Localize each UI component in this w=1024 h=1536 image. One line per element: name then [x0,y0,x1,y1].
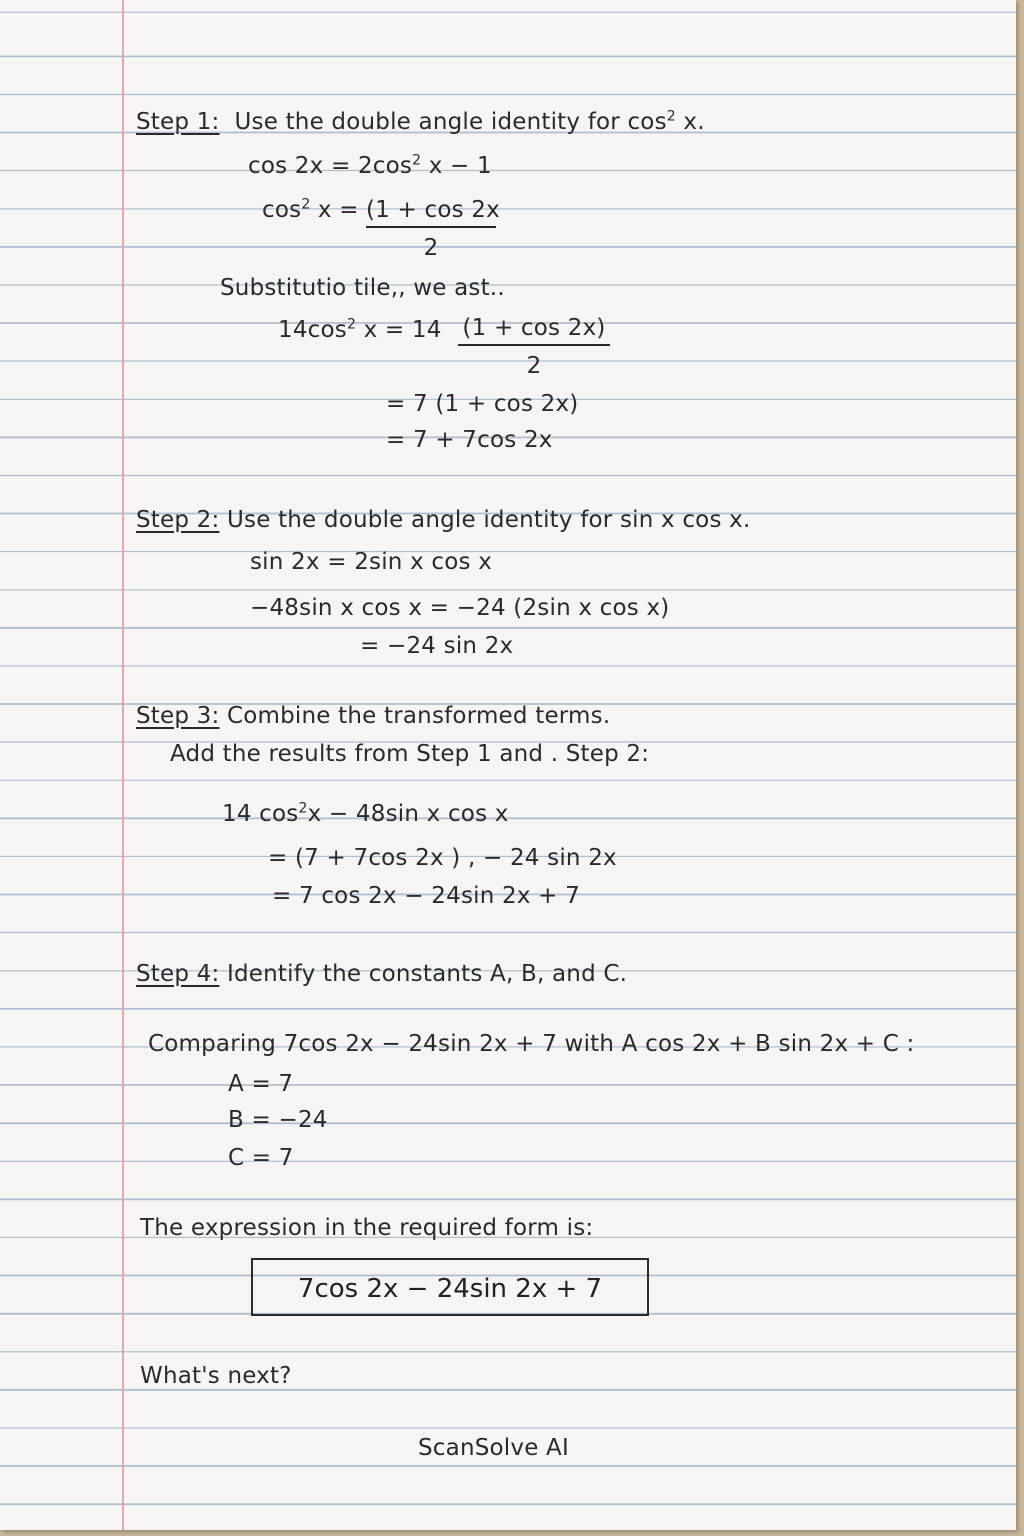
step4-text: Identify the constants A, B, and C. [226,961,628,987]
step3-subtext: Add the results from Step 1 and . Step 2: [170,741,650,767]
margin-line [122,0,124,1530]
fraction-numerator: (1 + cos 2x) [458,314,610,346]
step2-line-b: = −24 sin 2x [360,633,514,659]
fraction-denominator: 2 [423,235,439,261]
footer-brand: ScanSolve AI [418,1435,569,1461]
step2-heading [136,506,750,534]
step1-line-a: = 7 (1 + cos 2x) [386,391,579,417]
step2-label: Step 2: [136,507,220,533]
step3-line-a: = (7 + 7cos 2x ) , − 24 sin 2x [268,845,617,871]
step1-text: Use the double angle identity for $\cos^2 x$. [234,108,705,135]
step2-line-a: −48sin x cos x = −24 (2sin x cos x) [250,595,670,621]
whats-next: What's next? [140,1363,292,1389]
boxed-answer: 7cos 2x − 24sin 2x + 7 [297,1274,603,1304]
step1-label: Step 1: [136,109,220,135]
step1-substitution-fraction [458,314,610,380]
step1-line-b: = 7 + 7cos 2x [386,427,553,453]
answer-box [251,1258,649,1316]
constant-b: B = −24 [228,1107,328,1133]
final-text: The expression in the required form is: [140,1215,594,1241]
step1-substitution-text: Substitutio tile,, we ast.. [220,275,505,301]
step1-identity-2-fraction [366,196,500,262]
step2-identity: sin 2x = 2sin x cos x [250,549,493,575]
step4-label: Step 4: [136,961,220,987]
step3-text: Combine the transformed terms. [226,703,611,729]
step3-line-b: = 7 cos 2x − 24sin 2x + 7 [272,883,580,909]
step4-heading [136,960,627,988]
step3-expression: 14 $\cos^2x - 48\sin$ x cos x [222,800,509,827]
step1-identity-2-lhs: $\cos^2 x$ = [262,196,359,223]
step3-heading [136,702,610,730]
step1-identity-1: $\cos 2x = 2\cos^2$ x − 1 [248,152,492,179]
step1-substitution-lhs: $14\cos^2$ x = 14 [278,316,442,343]
step3-label: Step 3: [136,703,220,729]
fraction-denominator: 2 [526,353,542,379]
constant-a: A = 7 [228,1071,294,1097]
constant-c: C = 7 [228,1145,294,1171]
step2-text: Use the double angle identity for sin x cos x. [226,507,751,533]
step4-comparing: Comparing 7cos 2x − 24sin 2x + 7 with A cos 2x + B sin 2x + C : [148,1031,915,1057]
fraction-numerator: (1 + cos 2x [366,196,496,228]
step1-heading [136,108,705,136]
